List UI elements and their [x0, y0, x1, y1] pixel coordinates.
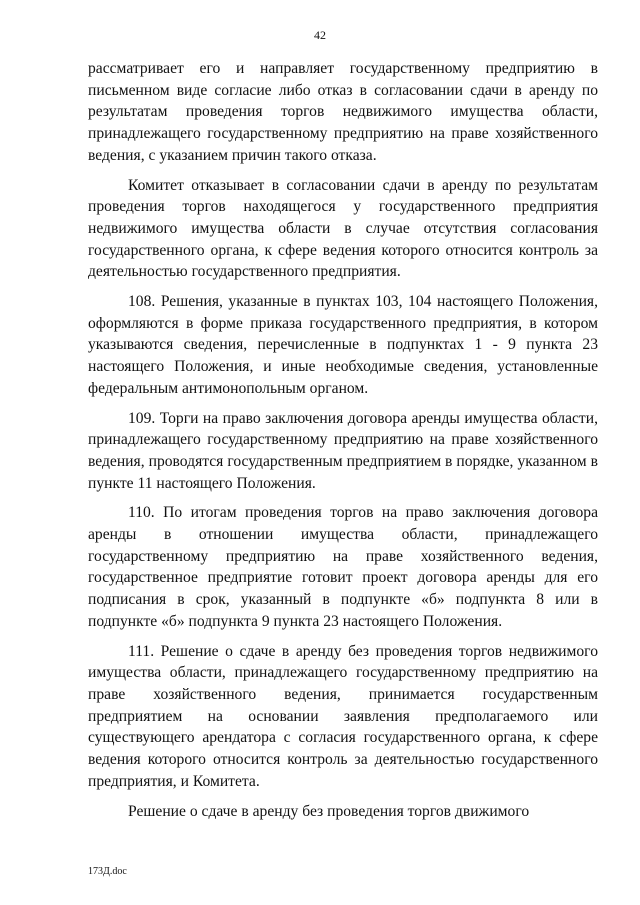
document-body: [88, 58, 598, 822]
paragraph-committee-refusal: Комитет отказывает в согласовании сдачи в аренду по результатам проведения торгов находящегося у государственного предприятия недвижимого имущества области в случае отсутствия согласования государственного органа, к сфере ведения которого относится контроль за деятельностью государственного предприятия.: [88, 176, 598, 281]
paragraph-111: 111. Решение о сдаче в аренду без проведения торгов недвижимого имущества области, принадлежащего государственному предприятию на праве хозяйственного ведения, принимается государственным предприятием на основании заявления предполагаемого или существующего арендатора с согласия государственного органа, к сфере ведения которого относится контроль за деятельностью государственного предприятия, и Комитета.: [88, 642, 598, 790]
paragraph-108: 108. Решения, указанные в пунктах 103, 104 настоящего Положения, оформляются в форме приказа государственного предприятия, в котором указываются сведения, перечисленные в подпунктах 1 - 9 пункта 23 настоящего Положения, и иные необходимые сведения, установленные федеральным антимонопольным органом.: [88, 293, 598, 397]
paragraph-continuation: рассматривает его и направляет государственному предприятию в письменном виде согласие либо отказ в согласовании сдачи в аренду по результатам проведения торгов недвижимого имущества области, принадлежащего государственному предприятию на праве хозяйственного ведения, с указанием причин такого отказа.: [88, 60, 598, 164]
page-number: 42: [314, 28, 326, 42]
paragraph-movable-property: Решение о сдаче в аренду без проведения торгов движимого: [128, 802, 530, 820]
footer-filename: 173Д.doc: [88, 866, 127, 877]
paragraph-109: 109. Торги на право заключения договора аренды имущества области, принадлежащего государственному предприятию на праве хозяйственного ведения, проводятся государственным предприятием в порядке, указанном в пункте 11 настоящего Положения.: [88, 409, 598, 492]
paragraph-110: 110. По итогам проведения торгов на право заключения договора аренды в отношении имущества области, принадлежащего государственному предприятию на праве хозяйственного ведения, государственное предприятие готовит проект договора аренды для его подписания в срок, указанный в подпункте «б» подпункта 8 или в подпункте «б» подпункта 9 пункта 23 настоящего Положения.: [88, 504, 598, 630]
